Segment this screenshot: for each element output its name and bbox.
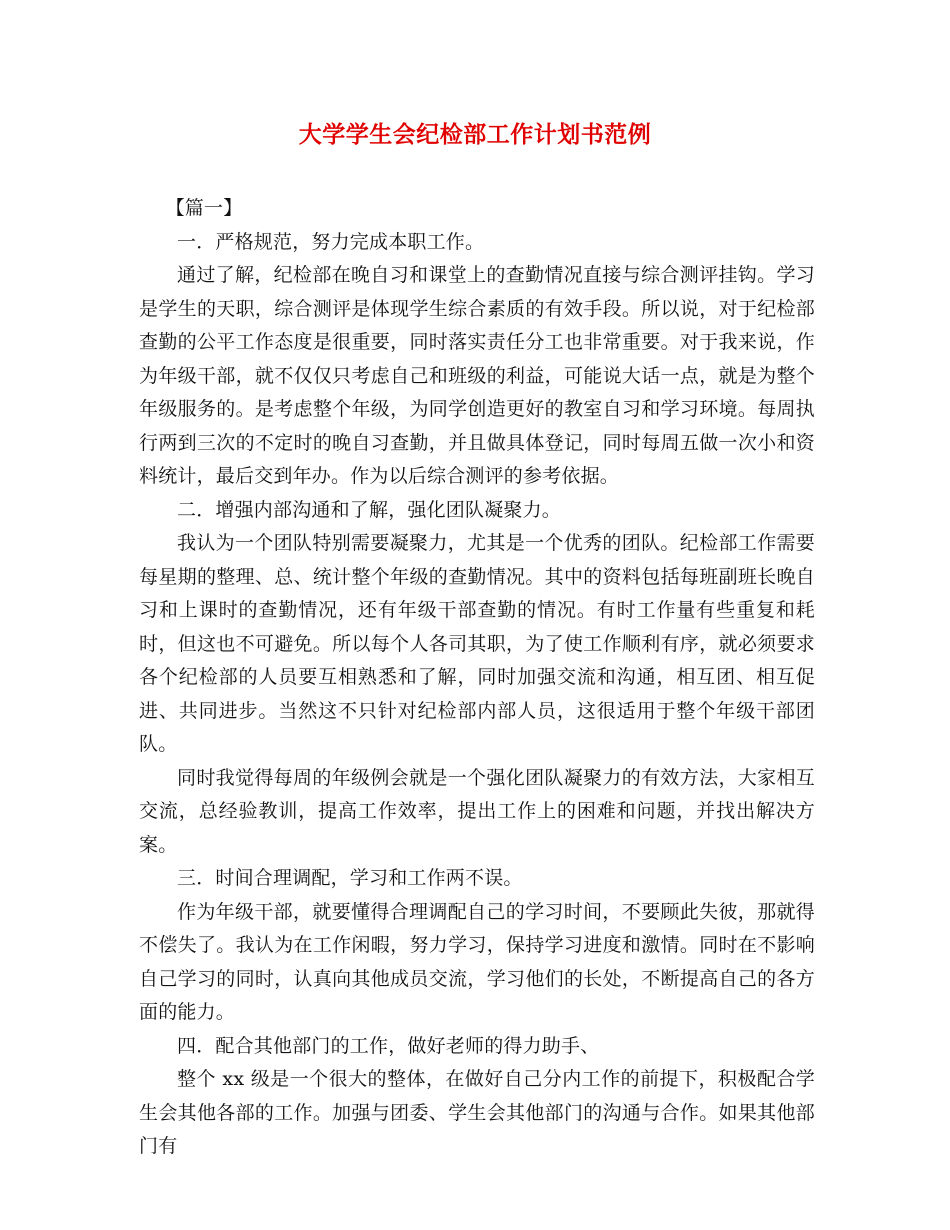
paragraph-5: 整个 xx 级是一个很大的整体，在做好自己分内工作的前提下，积极配合学生会其他各部的工作。加强与团委、学生会其他部门的沟通与合作。如果其他部门有 bbox=[139, 1068, 815, 1157]
paragraph-1: 通过了解，纪检部在晚自习和课堂上的查勤情况直接与综合测评挂钩。学习是学生的天职，综合测评是体现学生综合素质的有效手段。所以说，对于纪检部查勤的公平工作态度是很重要，同时落实责任分工也非常重要。对于我来说，作为年级干部，就不仅仅只考虑自己和班级的利益，可能说大话一点，就是为整个年级服务的。是考虑整个年级，为同学创造更好的教室自习和学习环境。每周执行两到三次的不定时的晚自习查勤，并且做具体登记，同时每周五做一次小和资料统计，最后交到年办。作为以后综合测评的参考依据。 bbox=[139, 264, 815, 487]
heading-4: 四．配合其他部门的工作，做好老师的得力助手、 bbox=[177, 1034, 600, 1057]
paragraph-4: 作为年级干部，就要懂得合理调配自己的学习时间，不要顾此失彼，那就得不偿失了。我认为在工作闲暇，努力学习，保持学习进度和激情。同时在不影响自己学习的同时，认真向其他成员交流，学习他们的长处，不断提高自己的各方面的能力。 bbox=[139, 900, 815, 1023]
heading-1: 一．严格规范，努力完成本职工作。 bbox=[177, 230, 485, 253]
document-title: 大学学生会纪检部工作计划书范例 bbox=[298, 121, 652, 148]
paragraph-3: 同时我觉得每周的年级例会就是一个强化团队凝聚力的有效方法，大家相互交流，总经验教训，提高工作效率，提出工作上的困难和问题，并找出解决方案。 bbox=[139, 766, 815, 856]
section-label: 【篇一】 bbox=[165, 197, 243, 219]
heading-2: 二．增强内部沟通和了解，强化团队凝聚力。 bbox=[177, 498, 562, 521]
paragraph-2: 我认为一个团队特别需要凝聚力，尤其是一个优秀的团队。纪检部工作需要每星期的整理、总、统计整个年级的查勤情况。其中的资料包括每班副班长晚自习和上课时的查勤情况，还有年级干部查勤的情况。有时工作量有些重复和耗时，但这也不可避免。所以每个人各司其职，为了使工作顺利有序，就必须要求各个纪检部的人员要互相熟悉和了解，同时加强交流和沟通，相互团、相互促进、共同进步。当然这不只针对纪检部内部人员，这很适用于整个年级干部团队。 bbox=[139, 532, 815, 755]
heading-3: 三．时间合理调配，学习和工作两不误。 bbox=[177, 867, 523, 889]
document-body bbox=[139, 192, 815, 1164]
